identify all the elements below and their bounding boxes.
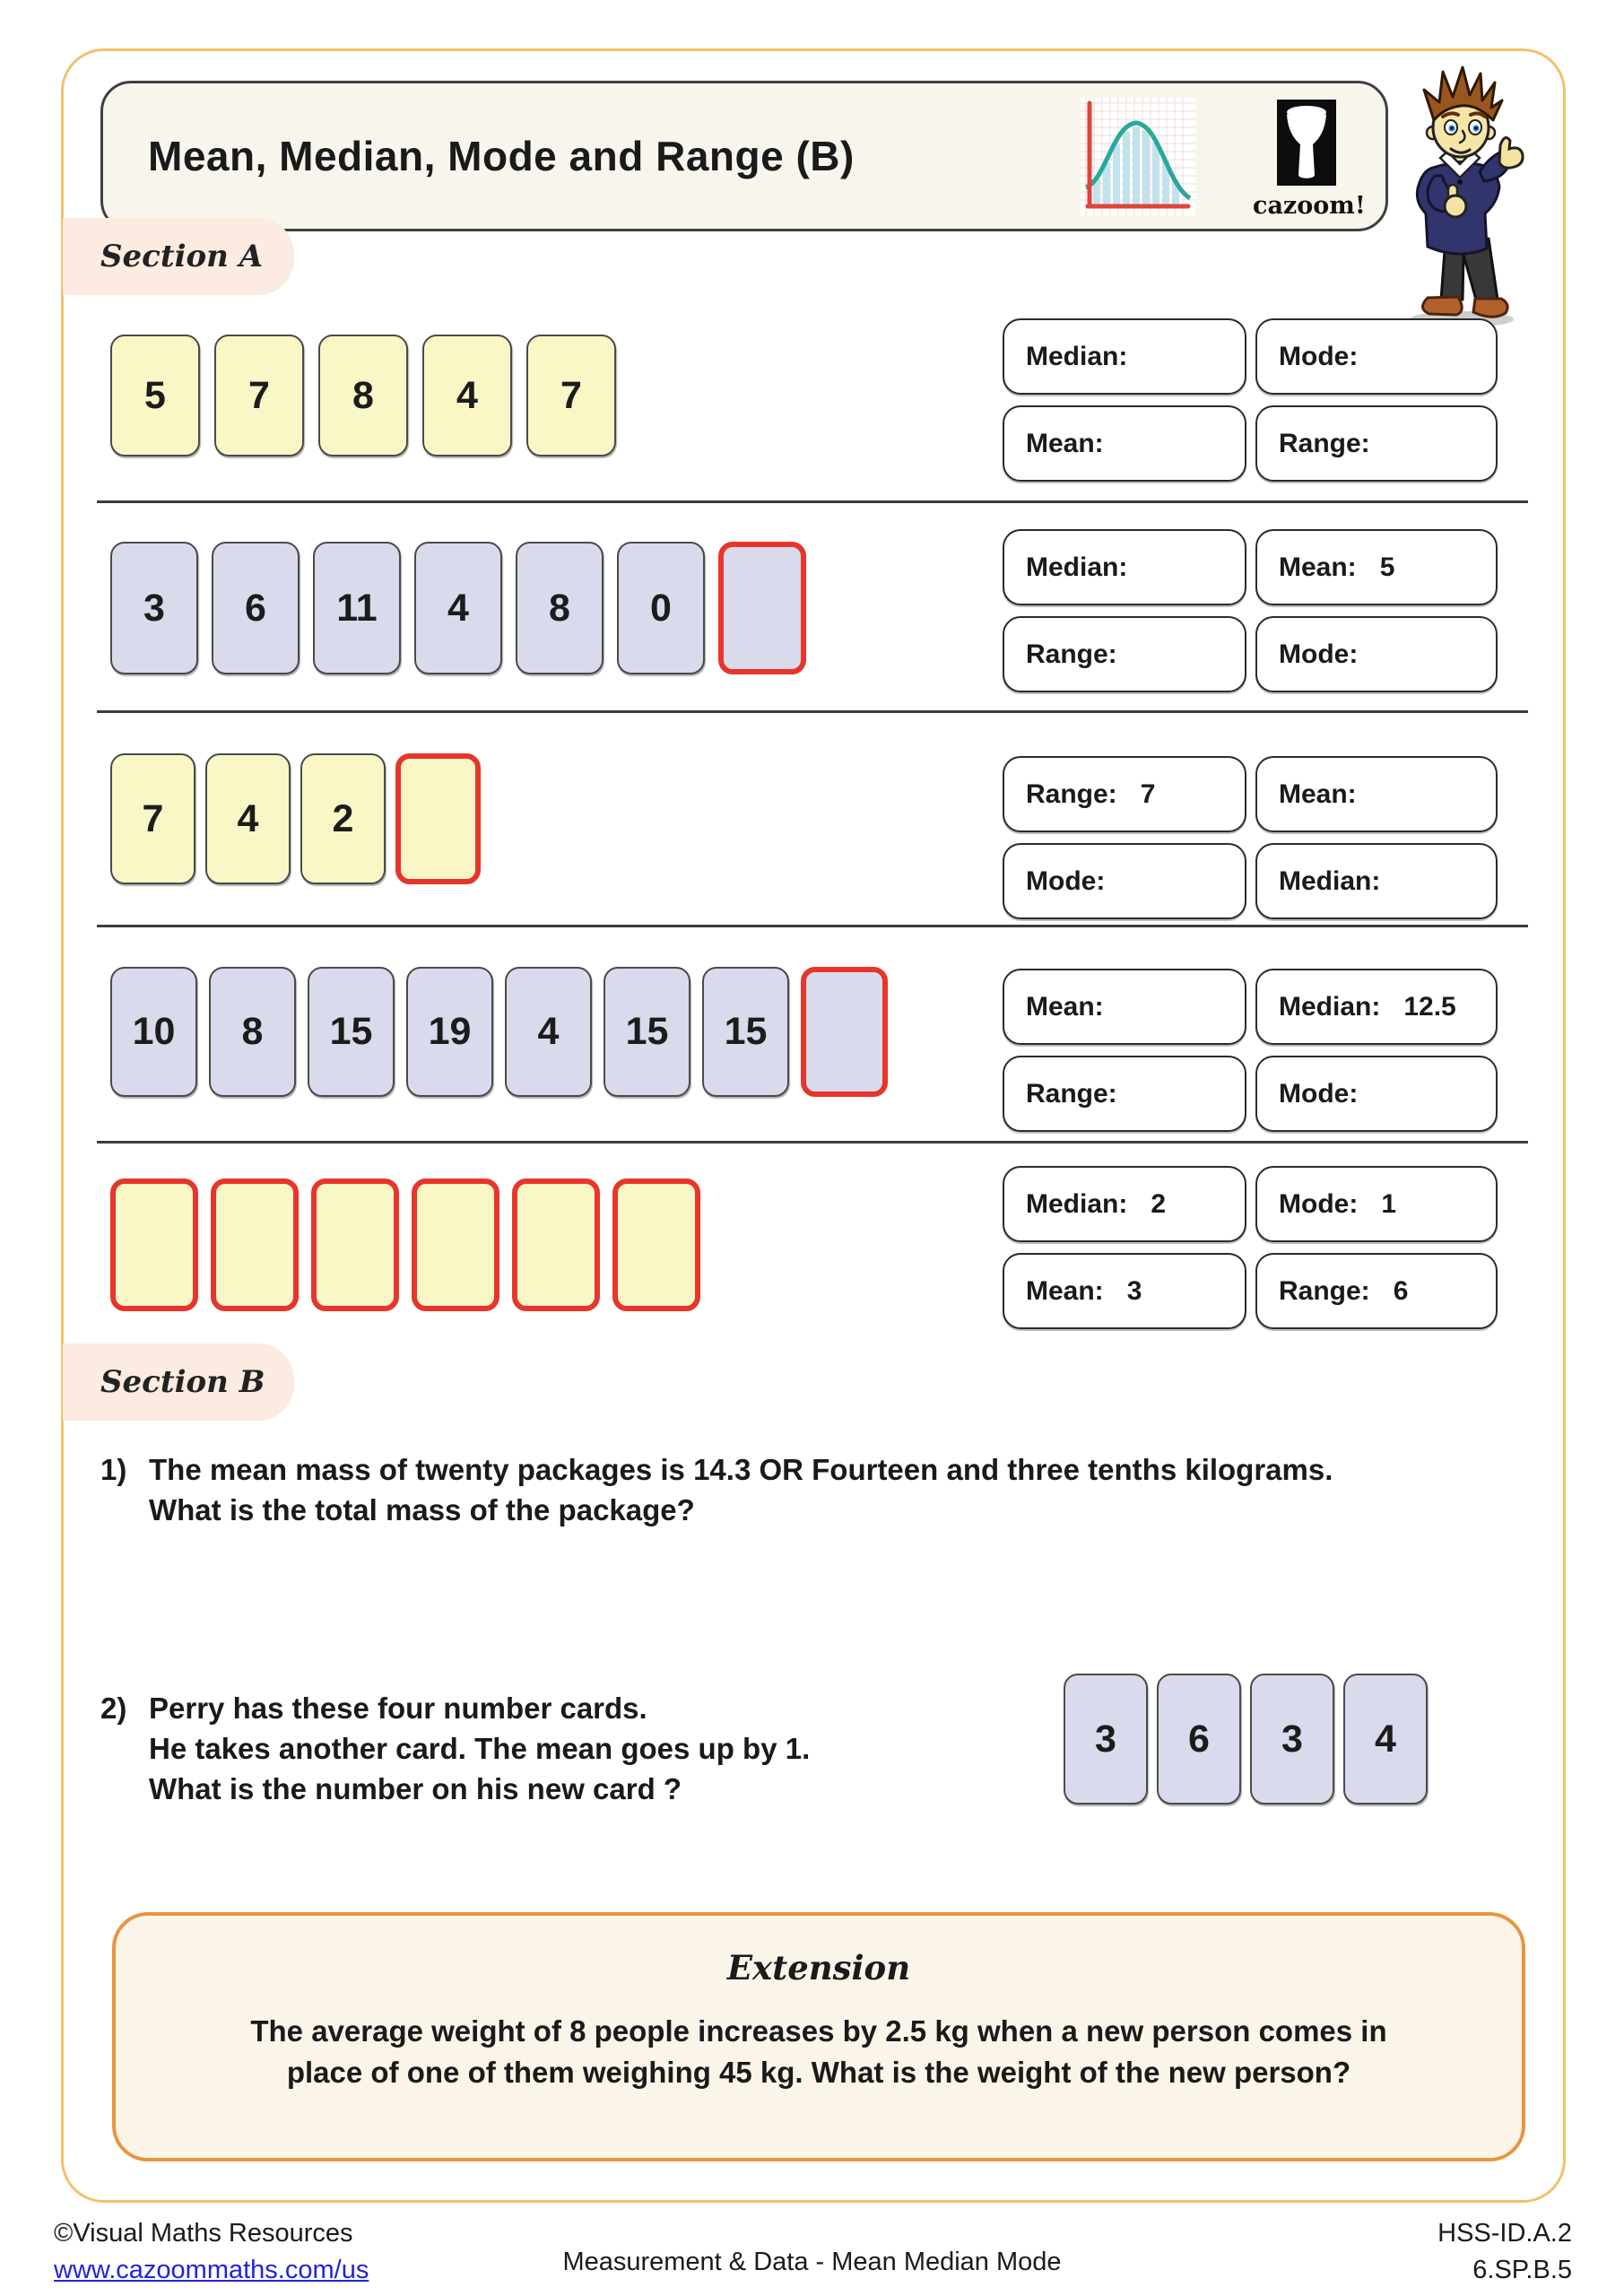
answer-box — [1003, 756, 1246, 832]
answer-box — [1255, 756, 1498, 832]
answer-label: Mode: — [1279, 1188, 1359, 1219]
card-value: 15 — [724, 1010, 768, 1053]
answer-box — [1003, 529, 1246, 605]
question-line: He takes another card. The mean goes up by 1. — [149, 1732, 811, 1765]
answer-box — [1003, 843, 1246, 919]
empty-answer-card — [311, 1178, 399, 1311]
answer-box — [1003, 969, 1246, 1045]
empty-answer-card — [718, 542, 806, 674]
number-card — [308, 967, 395, 1097]
answer-box — [1255, 616, 1498, 692]
answer-label: Range: — [1026, 1078, 1117, 1109]
answer-label: Median: — [1279, 991, 1381, 1022]
question-text — [149, 1688, 810, 1809]
answer-box — [1255, 843, 1498, 919]
number-card — [422, 335, 512, 457]
number-card — [300, 753, 386, 884]
card-value: 4 — [537, 1010, 560, 1053]
extension-title: Extension — [726, 1948, 911, 1987]
number-card — [526, 335, 616, 457]
answer-box — [1003, 1166, 1246, 1242]
answer-value: 7 — [1140, 778, 1156, 809]
answer-box — [1003, 405, 1246, 482]
card-value: 4 — [447, 586, 469, 630]
answer-box — [1255, 1253, 1498, 1329]
card-value: 6 — [245, 586, 266, 630]
standard-code-2: 6.SP.B.5 — [1472, 2256, 1572, 2284]
answer-label: Mean: — [1279, 552, 1357, 582]
website-link[interactable]: www.cazoommaths.com/us — [54, 2256, 369, 2284]
answer-label: Range: — [1279, 428, 1370, 458]
card-value: 7 — [142, 796, 164, 840]
answer-label: Median: — [1279, 865, 1381, 896]
number-card — [604, 967, 690, 1097]
number-card — [214, 335, 304, 457]
number-card — [110, 335, 200, 457]
worksheet-title-box — [100, 81, 1388, 231]
card-value: 3 — [1281, 1717, 1303, 1761]
extension-text — [116, 2011, 1522, 2093]
question-number: 1) — [100, 1453, 127, 1486]
answer-value: 12.5 — [1403, 991, 1456, 1022]
answer-label: Mean: — [1279, 778, 1357, 809]
standard-code-1: HSS-ID.A.2 — [1437, 2219, 1572, 2248]
card-value: 3 — [1095, 1717, 1116, 1761]
question-text — [149, 1449, 1333, 1530]
number-card — [318, 335, 408, 457]
extension-line: place of one of them weighing 45 kg. What is the weight of the new person? — [286, 2056, 1351, 2089]
card-value: 8 — [241, 1010, 264, 1053]
answer-label: Mode: — [1279, 341, 1359, 371]
row-divider — [97, 925, 1528, 927]
number-card — [1343, 1674, 1428, 1805]
number-card — [702, 967, 789, 1097]
card-value: 4 — [1375, 1717, 1396, 1761]
card-row-2 — [110, 542, 806, 674]
answer-label: Range: — [1279, 1275, 1370, 1306]
footer-topic: Measurement & Data - Mean Median Mode — [562, 2248, 1062, 2276]
answer-box — [1003, 318, 1246, 395]
number-card — [110, 753, 195, 884]
answer-value: 5 — [1379, 552, 1395, 582]
card-value: 4 — [237, 796, 259, 840]
empty-answer-card — [395, 753, 481, 884]
question-line: The mean mass of twenty packages is 14.3 OR Fourteen and three tenths kilograms. — [149, 1453, 1333, 1486]
answer-box — [1003, 616, 1246, 692]
card-value: 2 — [332, 796, 354, 840]
question-line: What is the total mass of the package? — [149, 1493, 695, 1526]
card-value: 10 — [132, 1010, 176, 1053]
card-value: 3 — [143, 586, 165, 630]
empty-answer-card — [612, 1178, 700, 1311]
card-value: 5 — [144, 373, 166, 417]
number-card — [1064, 1674, 1148, 1805]
answer-box — [1255, 405, 1498, 482]
answer-box — [1255, 318, 1498, 395]
number-card — [110, 967, 197, 1097]
answer-label: Mean: — [1026, 428, 1104, 458]
extension-box — [112, 1912, 1525, 2161]
question-2-cards — [1064, 1674, 1428, 1805]
answer-label: Range: — [1026, 639, 1117, 669]
answer-box — [1255, 529, 1498, 605]
empty-answer-card — [512, 1178, 600, 1311]
card-value: 7 — [560, 373, 582, 417]
empty-answer-card — [211, 1178, 299, 1311]
answer-label: Median: — [1026, 552, 1128, 582]
answer-label: Mode: — [1279, 639, 1359, 669]
drum-icon — [1277, 100, 1336, 186]
card-value: 11 — [336, 586, 378, 630]
card-value: 19 — [428, 1010, 472, 1053]
answer-box — [1003, 1056, 1246, 1132]
answer-boxes-row-1 — [1003, 318, 1498, 482]
question-line: What is the number on his new card ? — [149, 1772, 682, 1805]
answer-value: 6 — [1393, 1275, 1409, 1306]
extension-line: The average weight of 8 people increases by 2.5 kg when a new person comes in — [250, 2014, 1387, 2048]
answer-box — [1255, 1056, 1498, 1132]
answer-value: 2 — [1151, 1188, 1167, 1219]
empty-answer-card — [110, 1178, 198, 1311]
row-divider — [97, 710, 1528, 713]
number-card — [209, 967, 296, 1097]
number-card — [505, 967, 592, 1097]
footer-standards — [1437, 2215, 1572, 2289]
question-line: Perry has these four number cards. — [149, 1692, 647, 1725]
page-title: Mean, Median, Mode and Range (B) — [148, 133, 855, 179]
number-card — [1250, 1674, 1334, 1805]
number-card — [110, 542, 198, 674]
answer-label: Median: — [1026, 1188, 1128, 1219]
card-value: 15 — [625, 1010, 669, 1053]
answer-value: 3 — [1126, 1275, 1142, 1306]
cazoom-logo — [1253, 100, 1366, 220]
section-a-label: Section A — [63, 218, 294, 295]
copyright-text: ©Visual Maths Resources — [54, 2219, 353, 2248]
card-value: 15 — [329, 1010, 373, 1053]
row-divider — [97, 500, 1528, 503]
answer-label: Median: — [1026, 341, 1128, 371]
empty-answer-card — [412, 1178, 499, 1311]
answer-label: Range: — [1026, 778, 1117, 809]
row-divider — [97, 1141, 1528, 1144]
card-value: 0 — [650, 586, 672, 630]
answer-label: Mode: — [1026, 865, 1106, 896]
answer-label: Mean: — [1026, 1275, 1104, 1306]
number-card — [617, 542, 705, 674]
card-row-5 — [110, 1178, 700, 1311]
answer-boxes-row-4 — [1003, 969, 1498, 1132]
question-2 — [100, 1688, 810, 1809]
answer-label: Mean: — [1026, 991, 1104, 1022]
answer-box — [1003, 1253, 1246, 1329]
number-card — [205, 753, 291, 884]
answer-box — [1255, 1166, 1498, 1242]
logo-text: cazoom! — [1253, 192, 1366, 220]
number-card — [406, 967, 493, 1097]
card-row-4 — [110, 967, 888, 1097]
question-number: 2) — [100, 1692, 127, 1725]
answer-label: Mode: — [1279, 1078, 1359, 1109]
card-row-3 — [110, 753, 481, 884]
number-card — [414, 542, 502, 674]
section-b-label: Section B — [63, 1344, 294, 1421]
number-card — [516, 542, 604, 674]
number-card — [1157, 1674, 1241, 1805]
number-card — [313, 542, 401, 674]
histogram-icon — [1081, 98, 1195, 216]
answer-boxes-row-2 — [1003, 529, 1498, 692]
card-row-1 — [110, 335, 616, 457]
empty-answer-card — [801, 967, 888, 1097]
answer-value: 1 — [1381, 1188, 1397, 1219]
card-value: 8 — [352, 373, 374, 417]
number-card — [212, 542, 300, 674]
answer-boxes-row-3 — [1003, 756, 1498, 919]
mascot-character — [1392, 63, 1535, 332]
card-value: 4 — [456, 373, 478, 417]
card-value: 7 — [248, 373, 270, 417]
card-value: 8 — [549, 586, 570, 630]
question-1 — [100, 1449, 1333, 1530]
answer-box — [1255, 969, 1498, 1045]
card-value: 6 — [1188, 1717, 1210, 1761]
answer-boxes-row-5 — [1003, 1166, 1498, 1329]
